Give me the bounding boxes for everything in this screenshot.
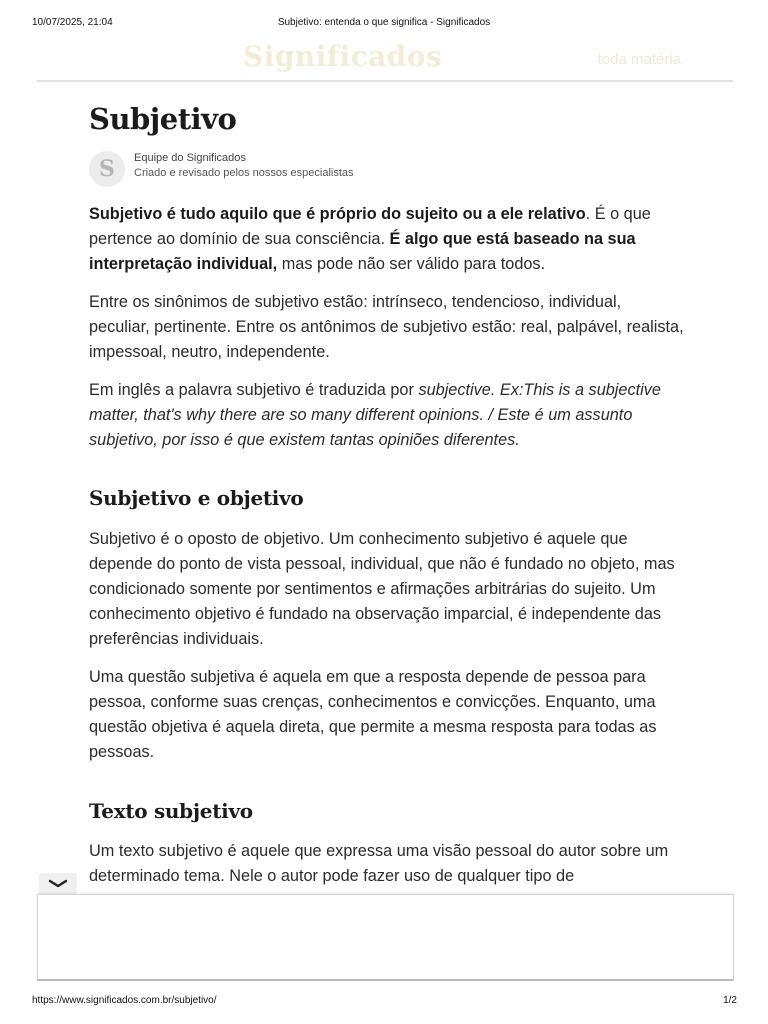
intro-bold-1: Subjetivo é tudo aquilo que é próprio do sujeito ou a ele relativo xyxy=(89,205,586,223)
chevron-down-icon xyxy=(48,879,68,889)
site-header xyxy=(37,38,733,82)
intro-paragraph xyxy=(89,202,685,277)
intro-text-2: mas pode não ser válido para todos. xyxy=(277,255,546,273)
english-text: Em inglês a palavra subjetivo é traduzida por xyxy=(89,381,419,399)
print-page-number: 1/2 xyxy=(723,995,737,1006)
intro-text-1: . É o que pertence ao domínio de sua consciência. xyxy=(89,205,651,248)
english-example: subjective. Ex:This is a subjective matter, that's why there are so many different opinions. / Este é um assunto subjetivo, por isso é que existem tantas opiniões diferentes. xyxy=(89,381,661,449)
english-paragraph xyxy=(89,378,685,453)
print-url: https://www.significados.com.br/subjetivo/ xyxy=(32,995,217,1006)
print-footer xyxy=(0,995,768,1009)
print-datetime: 10/07/2025, 21:04 xyxy=(32,17,113,28)
ad-banner[interactable] xyxy=(37,894,734,981)
partner-link[interactable]: toda matéria xyxy=(597,51,681,68)
synonyms-paragraph: Entre os sinônimos de subjetivo estão: intrínseco, tendencioso, individual, peculiar, pertinente. Entre os antônimos de subjetivo estão: real, palpável, realista, impessoal, neutro, independente. xyxy=(89,293,684,361)
article-title: Subjetivo xyxy=(89,102,237,136)
print-page-title: Subjetivo: entenda o que significa - Significados xyxy=(277,17,491,28)
site-logo[interactable]: Significados xyxy=(243,40,443,73)
collapse-ad-button[interactable] xyxy=(39,873,77,895)
article xyxy=(89,98,685,889)
author-block xyxy=(89,149,685,189)
print-header xyxy=(0,17,768,31)
author-description: Criado e revisado pelos nossos especialistas xyxy=(134,167,354,179)
section1-paragraph-2: Uma questão subjetiva é aquela em que a resposta depende de pessoa para pessoa, conforme suas crenças, conhecimentos e convicções. Enquanto, uma questão objetiva é aquela direta, que permite a mesma resposta para todas as pessoas. xyxy=(89,668,657,761)
section1-paragraph-1: Subjetivo é o oposto de objetivo. Um conhecimento subjetivo é aquele que depende do ponto de vista pessoal, individual, que não é fundado no objeto, mas condicionado somente por sentimentos e afirmações arbitrárias do sujeito. Um conhecimento objetivo é fundado na observação imparcial, é independente das preferências individuais. xyxy=(89,530,675,648)
author-name[interactable]: Equipe do Significados xyxy=(134,152,246,164)
intro-bold-2: É algo que está baseado na sua interpretação individual, xyxy=(89,230,636,273)
section-heading-subjetivo-objetivo: Subjetivo e objetivo xyxy=(89,486,304,510)
section2-paragraph-1: Um texto subjetivo é aquele que expressa uma visão pessoal do autor sobre um determinado tema. Nele o autor pode fazer uso de qualquer tipo de xyxy=(89,842,669,885)
avatar: S xyxy=(89,151,125,187)
section-heading-texto-subjetivo: Texto subjetivo xyxy=(89,799,253,823)
